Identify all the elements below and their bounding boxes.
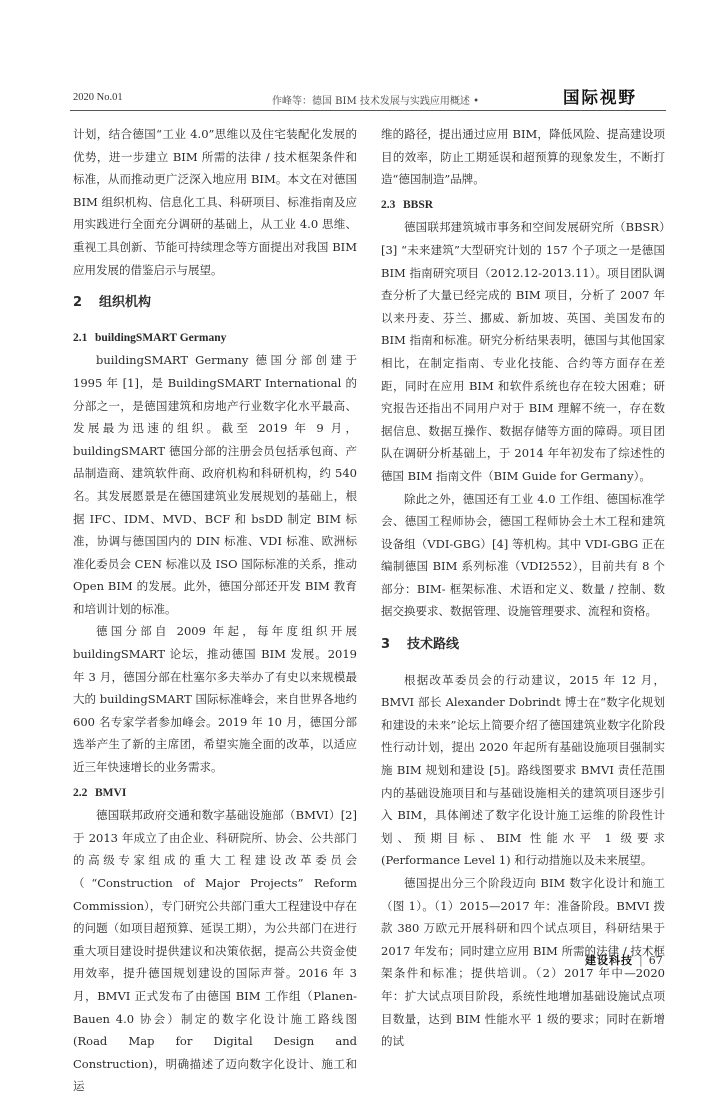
subsection-heading-2-3 [381,194,665,217]
bmvi-paragraph-continued: 维的路径，提出通过应用 BIM，降低风险、提高建设项目的效率，防止工期延误和超预算的现象发生，不断打造“德国制造”品牌。 [381,127,665,187]
subsection-heading-2-2 [73,782,357,805]
subsection-title: buildingSMART Germany [95,331,227,344]
paragraph-roadmap-2: 德国提出分三个阶段迈向 BIM 数字化设计和施工（图 1）。（1）2015—2017 年：准备阶段。BMVI 拨款 380 万欧元开展科研和四个试点项目，科研结果于 2017 年发布；同时建立应用 BIM 所需的法律 / 技术框架条件和标准；提供培训。（2）2017 年中—2020 年：扩大试点项目阶段，系统性地增加基础设施试点项目数量，达到 BIM 性能水平 1 级的要求；同时在新增的试 [381,876,665,1049]
section-number: 2 [73,295,83,311]
intro-paragraph-continued: 计划，结合德国“工业 4.0”思维以及住宅装配化发展的优势，进一步建立 BIM 所需的法律 / 技术框架条件和标准，从而推动更广泛深入地应用 BIM。本文在对德国 BIM 组织机构、信息化工具、科研项目、标准指南及应用实践进行全面充分调研的基础上，从工业 4.0 思维、重视工具创新、节能可持续理念等方面提出对我国 BIM 应用发展的借鉴启示与展望。 [73,127,357,277]
section-title: 组织机构 [99,295,152,311]
section-title: 技术路线 [407,637,460,653]
page-header [0,0,724,112]
section-label: 国际视野 [563,88,637,107]
paragraph-other-organizations: 除此之外，德国还有工业 4.0 工作组、德国标准学会、德国工程师协会，德国工程师协会土木工程和建筑设备组（VDI-GBG）[4] 等机构。其中 VDI-GBG 正在编制德国 BIM 系列标准（VDI2552），目前共有 8 个部分：BIM- 框架标准、术语和定义、数量 / 控制、数据交换要求、数据管理、设施管理要求、流程和资格。 [381,491,665,619]
section-number: 3 [381,637,391,653]
section-heading-2 [73,292,357,315]
subsection-number: 2.3 [381,198,396,211]
page-footer [585,952,663,968]
left-column [73,123,357,1098]
paragraph-buildingsmart-1: buildingSMART Germany 德国分部创建于 1995 年 [1]，是 BuildingSMART International 的分部之一，是德国建筑和房地产行业数字化水平最高、发展最为迅速的组织。截至 2019 年 9 月，buildingSMART 德国分部的注册会员包括承包商、产品制造商、建筑软件商、政府机构和科研机构，约 540 名。其发展愿景是在德国建筑业发展规划的基础上，根据 IFC、IDM、MVD、BCF 和 bsDD 制定 BIM 标准，协调与德国国内的 DIN 标准、VDI 标准、欧洲标准化委员会 CEN 标准以及 ISO 国际标准的关系，推动 Open BIM 的发展。此外，德国分部还开发 BIM 教育和培训计划的标准。 [73,353,357,616]
section-heading-3 [381,634,665,657]
journal-name: 建设科技 [585,954,633,967]
paragraph-bmvi: 德国联邦政府交通和数字基础设施部（BMVI）[2] 于 2013 年成立了由企业、科研院所、协会、公共部门的高级专家组成的重大工程建设改革委员会（“Construction of Major Projects” Reform Commission），专门研究公共部门重大工程建设中存在的问题（如项目超预算、延误工期），为公共部门在进行重大项目建设时提供建议和决策依据，提高公共资金使用效率，提升德国规划建设的国际声誉。2016 年 3 月，BMVI 正式发布了由德国 BIM 工作组（Planen-Bauen 4.0 协会）制定的数字化设计施工路线图 (Road Map for Digital Design and Construction)，明确描述了迈向数字化设计、施工和运 [73,808,357,1094]
subsection-title: BMVI [95,786,127,799]
subsection-number: 2.2 [73,786,88,799]
header-rule [70,110,666,111]
footer-separator: | [639,954,643,967]
issue-number: 2020 No.01 [73,92,123,103]
subsection-number: 2.1 [73,331,88,344]
right-column [381,123,665,1053]
subsection-title: BBSR [403,198,434,211]
paragraph-roadmap-1: 根据改革委员会的行动建议，2015 年 12 月，BMVI 部长 Alexander Dobrindt 博士在“数字化规划和建设的未来”论坛上简要介绍了德国建筑业数字化阶段性行动计划，提出 2020 年起所有基础设施项目强制实施 BIM 规划和建设 [5]。路线图要求 BMVI 责任范围内的基础设施项目和与基础设施相关的建筑项目逐步引入 BIM，具体阐述了数字化设计施工运维的阶段性计划、预期目标、BIM 性能水平 1 级要求 (Performance Level 1) 和行动措施以及未来展望。 [381,672,665,868]
subsection-heading-2-1 [73,327,357,350]
running-title: 作峰等：德国 BIM 技术发展与实践应用概述 • [272,96,479,107]
page-number: 67 [648,954,663,967]
paragraph-buildingsmart-2: 德国分部自 2009 年起，每年度组织开展 buildingSMART 论坛，推动德国 BIM 发展。2019 年 3 月，德国分部在杜塞尔多夫举办了有史以来规模最大的 buildingSMART 国际标准峰会，来自世界各地约 600 名专家学者参加峰会。2019 年 10 月，德国分部选举产生了新的主席团，希望实施全面的改革，以适应近三年快速增长的业务需求。 [73,624,357,775]
paragraph-bbsr: 德国联邦建筑城市事务和空间发展研究所（BBSR）[3] “未来建筑”大型研究计划的 157 个子项之一是德国 BIM 指南研究项目（2012.12-2013.11）。项目团队调查分析了大量已经完成的 BIM 项目，分析了 2007 年以来丹麦、芬兰、挪威、新加坡、英国、美国发布的 BIM 指南和标准。研究分析结果表明，德国与其他国家相比，在制定指南、专业化技能、合约等方面存在差距，同时在应用 BIM 和软件系统也存在较大困难；研究报告还指出不同用户对于 BIM 理解不统一，存在数据信息、数据互操作、数据存储等方面的障碍。项目团队在调研分析基础上，于 2014 年年初发布了综述性的德国 BIM 指南文件（BIM Guide for Germany）。 [381,220,665,483]
